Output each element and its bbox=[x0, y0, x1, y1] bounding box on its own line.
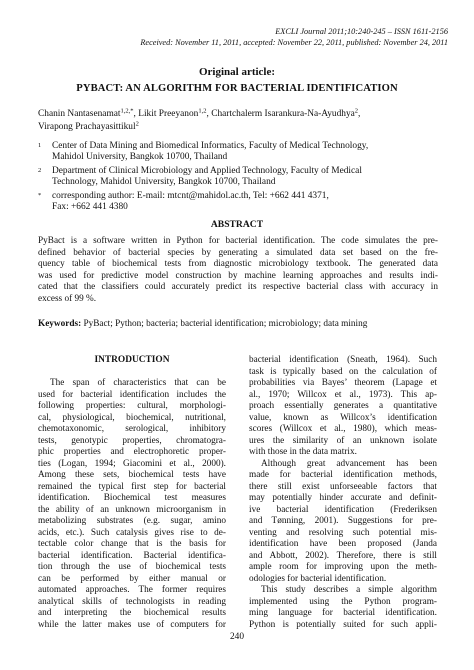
text-line: with those in the data matrix. bbox=[249, 447, 357, 457]
author-name: Chanin Nantasenamat bbox=[38, 109, 121, 119]
affiliation-line: Center of Data Mining and Biomedical Informatics, Faculty of Medical Technology, bbox=[52, 141, 369, 151]
text-line: ming language for bacterial identification. bbox=[249, 608, 437, 618]
text-line: scores (Willcox et al., 1980), which meas- bbox=[249, 424, 437, 434]
text-line: value, known as Willcox’s identification bbox=[249, 412, 437, 423]
text-line: and Tønning, 2001). Suggestions for pre- bbox=[249, 516, 437, 526]
journal-header bbox=[140, 26, 448, 48]
introduction-column bbox=[38, 355, 226, 631]
text-line: cal, physiological, biochemical, nutritional, bbox=[38, 412, 226, 423]
abstract-body bbox=[38, 236, 438, 305]
affiliation-mark: 1 bbox=[38, 142, 42, 149]
text-line: following properties: cultural, morphologi- bbox=[38, 401, 226, 411]
affiliation-mark: 2 bbox=[38, 166, 42, 174]
affiliation bbox=[38, 166, 448, 189]
text-line: ures the similarity of an unknown isolate bbox=[249, 435, 437, 446]
article-type: Original article: bbox=[198, 66, 276, 78]
text-line: ive bacterial identification (Frederiksen bbox=[249, 504, 437, 515]
keywords-label: Keywords: bbox=[38, 319, 82, 329]
author-affiliation-mark: 1,2 bbox=[198, 107, 207, 115]
author bbox=[211, 109, 360, 119]
affiliation-line: Technology, Mahidol University, Bangkok 10700, Thailand bbox=[52, 177, 276, 188]
corresponding-author bbox=[38, 191, 448, 214]
journal-citation: EXCLI Journal 2011;10:240-245 – ISSN 1611-2156 bbox=[275, 27, 448, 36]
author-separator: , bbox=[358, 109, 361, 119]
affiliation bbox=[38, 141, 448, 164]
text-line: while the latter makes use of computers for bbox=[38, 619, 226, 630]
text-line: phic properties and electrophoretic proper- bbox=[38, 447, 226, 457]
abstract-line: cated that the classifiers could accurately predict its respective bacterial class with accuracy in bbox=[38, 282, 438, 292]
text-line: acids, etc.). Such catalysis gives rise to de- bbox=[38, 527, 226, 538]
text-line: Python is potentially suited for such appli- bbox=[249, 619, 437, 630]
text-line: automated approaches. The former requires bbox=[38, 585, 226, 595]
author bbox=[38, 122, 139, 132]
text-line: tests, genotypic properties, chromatogra- bbox=[38, 435, 226, 446]
text-line: chemotaxonomic, serological, inhibitory bbox=[38, 424, 226, 434]
text-line: task is typically based on the calculation of bbox=[249, 366, 437, 377]
corresponding-mark: * bbox=[38, 191, 42, 199]
author-name: Chartchalerm Isarankura-Na-Ayudhya bbox=[211, 109, 355, 119]
text-line: tion through the use of biochemical tests bbox=[38, 562, 226, 572]
abstract-line: excess of 99 %. bbox=[38, 293, 97, 304]
contact-line: corresponding author: E-mail: mtcnt@mahidol.ac.th, Tel: +662 441 4371, bbox=[52, 190, 329, 201]
page-number: 240 bbox=[229, 632, 245, 642]
text-line: This study describes a simple algorithm bbox=[261, 585, 437, 595]
affiliation-line: Department of Clinical Microbiology and Applied Technology, Faculty of Medical bbox=[52, 165, 362, 176]
text-line: Among these sets, biochemical tests have bbox=[38, 470, 226, 480]
text-line: the ability of an unknown microorganism in bbox=[38, 504, 226, 515]
text-line: may potentially hinder accurate and definit- bbox=[249, 493, 437, 503]
author-separator: , bbox=[133, 109, 139, 119]
text-line: implemented using the Python program- bbox=[249, 596, 437, 607]
text-line: and interpreting the biochemical results bbox=[38, 608, 226, 618]
right-column bbox=[249, 355, 437, 631]
author-affiliation-mark: 1,2,* bbox=[120, 107, 134, 115]
author-affiliation-mark: 2 bbox=[135, 120, 139, 127]
text-line: venting and resolving such potential mis- bbox=[249, 527, 437, 538]
text-line: used for bacterial identification includes the bbox=[38, 389, 226, 400]
text-line: identification have been proposed (Janda bbox=[249, 539, 437, 549]
text-line: bacterial identification. Bacterial identifica- bbox=[38, 550, 226, 561]
text-line: there still exist unforseeable factors that bbox=[249, 481, 437, 492]
abstract-line: quency table of biochemical tests from diagnostic microbiology textbook. The generated data bbox=[38, 259, 438, 269]
text-line: odologies for bacterial identification. bbox=[249, 573, 387, 584]
text-line: can be performed by either manual or bbox=[38, 573, 226, 584]
text-line: The span of characteristics that can be bbox=[50, 378, 226, 388]
text-line: remained the typical first step for bacterial bbox=[38, 481, 226, 492]
author-separator: , bbox=[206, 109, 212, 119]
text-line: made for bacterial identification methods, bbox=[249, 470, 437, 480]
affiliation-line: Mahidol University, Bangkok 10700, Thailand bbox=[52, 152, 228, 163]
author bbox=[38, 109, 138, 119]
text-line: metabolizing substrates (e.g. sugar, amino bbox=[38, 516, 226, 526]
publication-dates: Received: November 11, 2011, accepted: November 22, 2011, published: November 24, 2011 bbox=[140, 38, 448, 47]
text-line: proach essentially generates a quantitative bbox=[249, 401, 437, 411]
abstract-line: defined behavior of bacterial species by generating a simulated data set based on the fre- bbox=[38, 247, 438, 258]
text-line: ample room for improving upon the meth- bbox=[249, 562, 437, 572]
text-line: ties (Logan, 1994; Giacomini et al., 2000). bbox=[38, 458, 226, 469]
text-line: bacterial identification (Sneath, 1964). Such bbox=[249, 355, 437, 365]
text-line: and Abbott, 2002). Therefore, there is still bbox=[249, 550, 437, 561]
author-list bbox=[38, 108, 448, 133]
text-line: probabilities via Bayes’ theorem (Lapage et bbox=[249, 378, 437, 388]
author-name: Virapong Prachayasittikul bbox=[38, 121, 136, 132]
affiliations bbox=[38, 141, 448, 215]
paper-title: PYBACT: AN ALGORITHM FOR BACTERIAL IDENTIFICATION bbox=[76, 83, 398, 94]
contact-line: Fax: +662 441 4380 bbox=[52, 202, 128, 213]
abstract-heading: ABSTRACT bbox=[210, 219, 264, 230]
abstract-line: PyBact is a software written in Python for bacterial identification. The code simulates the pre- bbox=[38, 236, 438, 246]
text-line: tectable color change that is the basis for bbox=[38, 539, 226, 549]
author bbox=[138, 109, 211, 119]
text-line: al., 1970; Willcox et al., 1973). This ap- bbox=[249, 389, 437, 400]
keywords-text: PyBact; Python; bacteria; bacterial identification; microbiology; data mining bbox=[81, 319, 368, 329]
text-line: Although great advancement has been bbox=[261, 458, 437, 469]
author-affiliation-mark: 2 bbox=[354, 107, 359, 115]
author-name: Likit Preeyanon bbox=[138, 109, 199, 119]
text-line: analytical skills of technologists in reading bbox=[38, 596, 226, 607]
keywords bbox=[38, 319, 438, 331]
introduction-heading: INTRODUCTION bbox=[94, 355, 170, 365]
abstract-line: was used for predictive model construction by machine learning approaches and results indi- bbox=[38, 270, 438, 281]
text-line: identification. Biochemical test measures bbox=[38, 493, 226, 503]
